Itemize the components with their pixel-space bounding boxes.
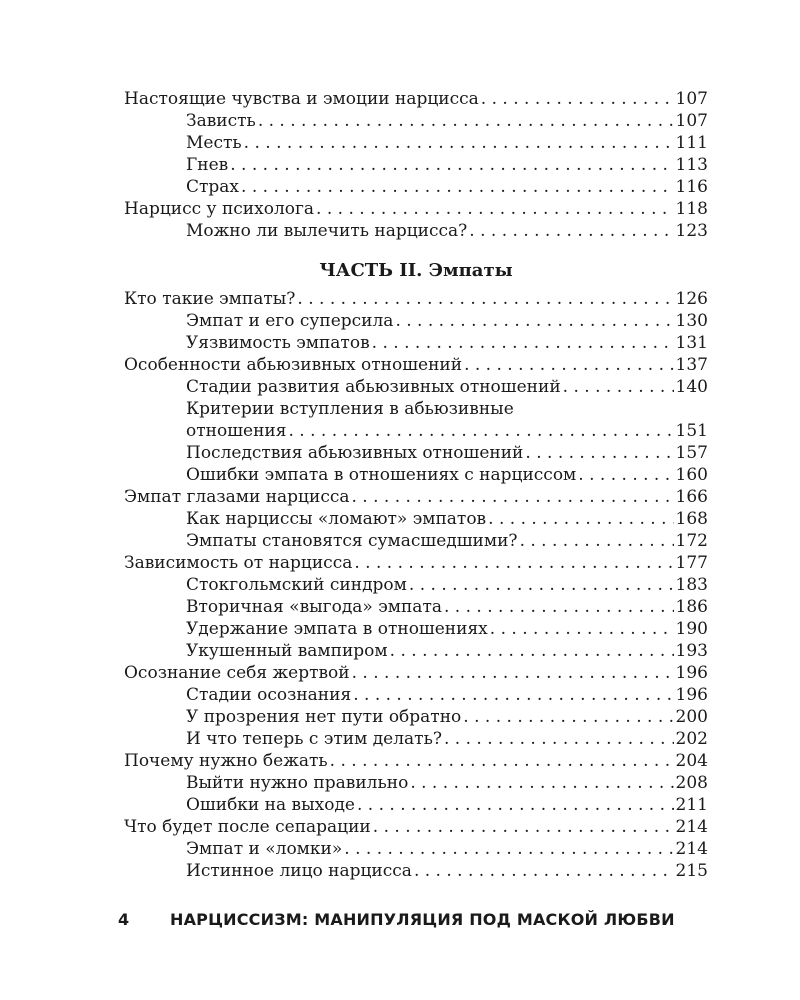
toc-entry-page: 166 xyxy=(675,487,708,507)
toc-entry[interactable] xyxy=(124,288,708,310)
toc-entry-title: Что будет после сепарации xyxy=(124,817,371,837)
toc-subentry[interactable] xyxy=(124,772,708,794)
dot-leader xyxy=(357,794,674,816)
toc-entry-page: 157 xyxy=(675,443,708,463)
dot-leader xyxy=(373,816,674,838)
toc-entry-page: 183 xyxy=(675,575,708,595)
toc-entry-title: Почему нужно бежать xyxy=(124,751,328,771)
dot-leader xyxy=(481,88,674,110)
toc-entry[interactable] xyxy=(124,662,708,684)
toc-entry-page: 160 xyxy=(675,465,708,485)
dot-leader xyxy=(464,354,673,376)
dot-leader xyxy=(409,574,674,596)
toc-entry-page: 208 xyxy=(675,773,708,793)
toc-entry-page: 107 xyxy=(675,111,708,131)
toc-entry-title: Страх xyxy=(186,177,240,197)
toc-entry-title: Нарцисс у психолога xyxy=(124,199,315,219)
toc-entry[interactable] xyxy=(124,88,708,110)
toc-entry-title: Ошибки эмпата в отношениях с нарциссом xyxy=(186,465,577,485)
toc-entry-title: Эмпат глазами нарцисса xyxy=(124,487,350,507)
dot-leader xyxy=(372,332,674,354)
toc-entry-page: 137 xyxy=(675,355,708,375)
dot-leader xyxy=(230,154,673,176)
dot-leader xyxy=(352,662,674,684)
toc-entry-page: 193 xyxy=(675,641,708,661)
toc-entry-page: 204 xyxy=(675,751,708,771)
toc-entry[interactable] xyxy=(124,198,708,220)
toc-entry-title: Месть xyxy=(186,133,242,153)
dot-leader xyxy=(330,750,674,772)
toc-entry[interactable] xyxy=(124,552,708,574)
dot-leader xyxy=(244,132,674,154)
toc-entry-title: отношения xyxy=(186,421,287,441)
toc-entry-page: 202 xyxy=(675,729,708,749)
toc-entry[interactable] xyxy=(124,816,708,838)
toc-subentry[interactable] xyxy=(124,220,708,242)
toc-entry-title: Эмпат и его суперсила xyxy=(186,311,394,331)
toc-entry-page: 118 xyxy=(675,199,708,219)
page-number: 4 xyxy=(118,910,130,929)
dot-leader xyxy=(578,464,673,486)
toc-section-part-2 xyxy=(124,288,708,882)
table-of-contents xyxy=(124,88,708,882)
toc-entry-title: И что теперь с этим делать? xyxy=(186,729,442,749)
toc-entry-title: Осознание себя жертвой xyxy=(124,663,350,683)
dot-leader xyxy=(520,530,674,552)
toc-entry-title-line: Критерии вступления в абьюзивные xyxy=(186,399,514,419)
toc-entry-page: 211 xyxy=(675,795,708,815)
dot-leader xyxy=(297,288,673,310)
toc-subentry[interactable] xyxy=(124,728,708,750)
toc-entry-title: Удержание эмпата в отношениях xyxy=(186,619,488,639)
toc-entry-page: 151 xyxy=(675,421,708,441)
dot-leader xyxy=(469,220,673,242)
toc-entry-page: 214 xyxy=(675,839,708,859)
toc-subentry[interactable] xyxy=(124,640,708,662)
toc-entry-title: Ошибки на выходе xyxy=(186,795,355,815)
dot-leader xyxy=(344,838,673,860)
toc-entry-page: 214 xyxy=(675,817,708,837)
toc-entry-page: 200 xyxy=(675,707,708,727)
toc-entry-title: Зависть xyxy=(186,111,256,131)
toc-entry-title: Эмпаты становятся сумасшедшими? xyxy=(186,531,518,551)
dot-leader xyxy=(444,728,674,750)
toc-entry-page: 116 xyxy=(675,177,708,197)
dot-leader xyxy=(258,110,674,132)
toc-entry-title: Выйти нужно правильно xyxy=(186,773,409,793)
toc-entry[interactable] xyxy=(124,750,708,772)
dot-leader xyxy=(352,486,674,508)
toc-entry-page: 177 xyxy=(675,553,708,573)
dot-leader xyxy=(395,310,673,332)
toc-subentry[interactable] xyxy=(124,110,708,132)
dot-leader xyxy=(410,772,673,794)
toc-entry-page: 168 xyxy=(675,509,708,529)
toc-subentry[interactable] xyxy=(124,530,708,552)
toc-entry-title: Стокгольмский синдром xyxy=(186,575,407,595)
toc-subentry[interactable] xyxy=(124,464,708,486)
toc-entry-page: 172 xyxy=(675,531,708,551)
toc-subentry[interactable] xyxy=(124,618,708,640)
toc-subentry[interactable] xyxy=(124,706,708,728)
toc-subentry[interactable] xyxy=(124,860,708,882)
toc-subentry[interactable] xyxy=(124,332,708,354)
toc-subentry[interactable] xyxy=(124,176,708,198)
dot-leader xyxy=(353,684,673,706)
dot-leader xyxy=(390,640,674,662)
toc-entry-title: Стадии развития абьюзивных отношений xyxy=(186,377,561,397)
running-title: НАРЦИССИЗМ: МАНИПУЛЯЦИЯ ПОД МАСКОЙ ЛЮБВИ xyxy=(170,910,675,929)
toc-entry[interactable] xyxy=(124,354,708,376)
toc-entry-page: 140 xyxy=(675,377,708,397)
toc-entry-title: Уязвимость эмпатов xyxy=(186,333,370,353)
toc-entry-title: Вторичная «выгода» эмпата xyxy=(186,597,442,617)
toc-entry-title: Истинное лицо нарцисса xyxy=(186,861,412,881)
dot-leader xyxy=(525,442,673,464)
toc-entry-page: 123 xyxy=(675,221,708,241)
dot-leader xyxy=(488,508,673,530)
dot-leader xyxy=(316,198,674,220)
toc-section-part-1-end xyxy=(124,88,708,242)
toc-entry-page: 130 xyxy=(675,311,708,331)
dot-leader xyxy=(288,420,673,442)
toc-entry-title: Настоящие чувства и эмоции нарцисса xyxy=(124,89,479,109)
toc-entry-title: Кто такие эмпаты? xyxy=(124,289,296,309)
toc-subentry[interactable] xyxy=(124,376,708,398)
toc-subentry[interactable] xyxy=(124,132,708,154)
toc-subentry[interactable] xyxy=(124,684,708,706)
dot-leader xyxy=(563,376,674,398)
toc-subentry[interactable] xyxy=(124,154,708,176)
toc-entry-title: Зависимость от нарцисса xyxy=(124,553,353,573)
toc-entry-page: 190 xyxy=(675,619,708,639)
toc-entry-title: Особенности абьюзивных отношений xyxy=(124,355,463,375)
toc-subentry[interactable] xyxy=(124,508,708,530)
page-footer xyxy=(118,910,718,929)
toc-entry-page: 186 xyxy=(675,597,708,617)
dot-leader xyxy=(414,860,674,882)
toc-entry-title: Как нарциссы «ломают» эмпатов xyxy=(186,509,487,529)
toc-entry-page: 126 xyxy=(675,289,708,309)
toc-entry-page: 107 xyxy=(675,89,708,109)
toc-subentry[interactable] xyxy=(124,838,708,860)
toc-entry-title: Эмпат и «ломки» xyxy=(186,839,343,859)
dot-leader xyxy=(241,176,674,198)
toc-subentry[interactable] xyxy=(124,574,708,596)
toc-entry-page: 215 xyxy=(675,861,708,881)
toc-subentry[interactable] xyxy=(124,442,708,464)
dot-leader xyxy=(354,552,673,574)
toc-entry-page: 196 xyxy=(675,685,708,705)
toc-entry-page: 113 xyxy=(675,155,708,175)
toc-entry-title: Можно ли вылечить нарцисса? xyxy=(186,221,468,241)
toc-subentry[interactable] xyxy=(124,794,708,816)
toc-entry-title: Стадии осознания xyxy=(186,685,352,705)
toc-subentry[interactable] xyxy=(124,596,708,618)
toc-entry-page: 131 xyxy=(675,333,708,353)
toc-entry[interactable] xyxy=(124,486,708,508)
toc-entry-title: Гнев xyxy=(186,155,229,175)
part-title: ЧАСТЬ II. Эмпаты xyxy=(319,260,513,281)
toc-entry-title: Последствия абьюзивных отношений xyxy=(186,443,524,463)
dot-leader xyxy=(490,618,674,640)
toc-subentry[interactable] xyxy=(124,310,708,332)
dot-leader xyxy=(463,706,673,728)
toc-entry-title: Укушенный вампиром xyxy=(186,641,388,661)
toc-entry-page: 111 xyxy=(675,133,708,153)
toc-entry-page: 196 xyxy=(675,663,708,683)
dot-leader xyxy=(444,596,674,618)
toc-subentry[interactable] xyxy=(124,420,708,442)
toc-entry-title: У прозрения нет пути обратно xyxy=(186,707,462,727)
